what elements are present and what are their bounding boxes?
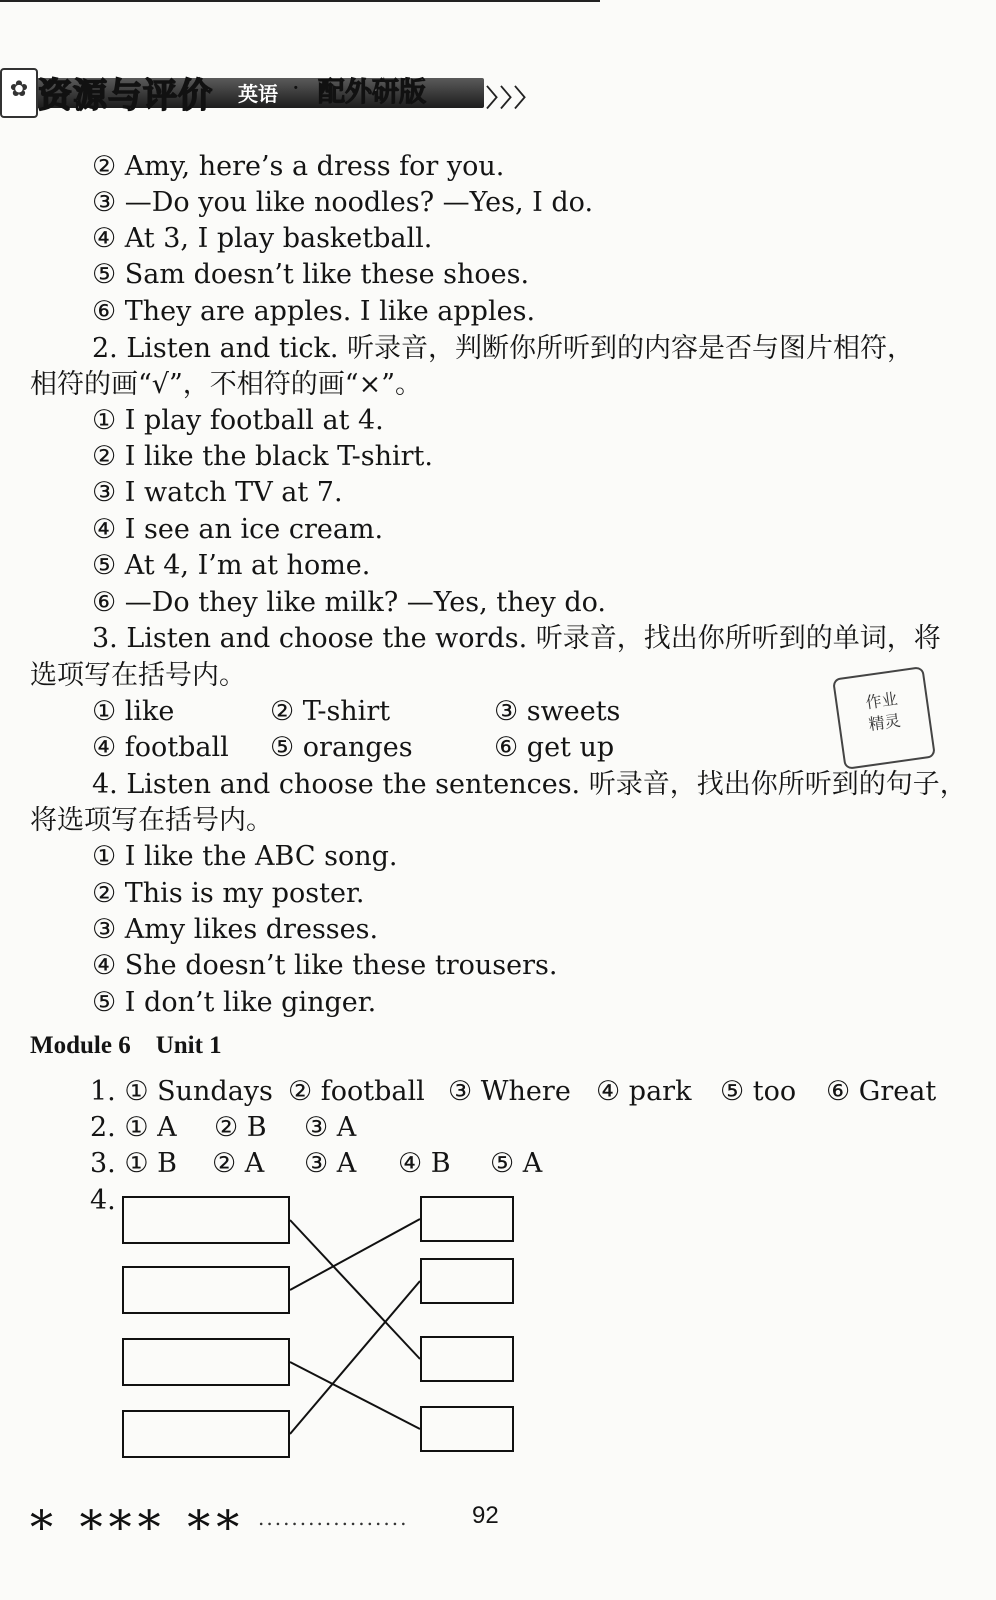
section-heading: Module 6 Unit 1 [30, 1032, 222, 1059]
page-number: 92 [472, 1502, 499, 1529]
list-item: ③ Amy likes dresses. [92, 914, 379, 945]
answer-item: 1. ① Sundays [90, 1076, 273, 1107]
subject-label: 英语 [238, 82, 278, 106]
list-item: ⑥ They are apples. I like apples. [92, 296, 536, 327]
list-item: ⑤ I don’t like ginger. [92, 987, 377, 1018]
word-option: ① like [92, 696, 175, 727]
list-item: ④ I see an ice cream. [92, 514, 384, 545]
list-item: ④ At 3, I play basketball. [92, 223, 433, 254]
logo-icon: ✿ [0, 68, 38, 118]
list-item: ① I like the ABC song. [92, 841, 398, 872]
q2-instruction-cont: 相符的画“√”，不相符的画“×”。 [30, 369, 423, 400]
word-option: ⑤ oranges [270, 732, 413, 763]
brand-title: 资源与评价 [38, 76, 213, 116]
q3-instruction-cont: 选项写在括号内。 [30, 660, 246, 691]
word-option: ⑥ get up [494, 732, 615, 763]
answer-item: 2. ① A [90, 1112, 177, 1143]
answer-item: ② football [288, 1076, 425, 1107]
list-item: ⑤ Sam doesn’t like these shoes. [92, 259, 530, 290]
answer-item: ⑥ Great [826, 1076, 937, 1107]
word-option: ③ sweets [494, 696, 621, 727]
separator-dot: · [292, 74, 300, 102]
matching-line [290, 1281, 420, 1434]
answer-item: ④ park [596, 1076, 692, 1107]
q3-instruction: 3. Listen and choose the words. 听录音，找出你所听到的单词，将 [92, 623, 941, 654]
answer-item: ③ Where [448, 1076, 571, 1107]
answer-item: ② B [214, 1112, 267, 1143]
answer-item: ② A [212, 1148, 265, 1179]
matching-line [290, 1362, 420, 1429]
matching-line [290, 1219, 420, 1290]
list-item: ① I play football at 4. [92, 405, 384, 436]
list-item: ② I like the black T-shirt. [92, 441, 433, 472]
edition-label: 配外研版 [318, 77, 426, 108]
answer-item: ③ A [304, 1112, 357, 1143]
chevrons-icon: 〉〉〉 [486, 83, 540, 112]
q4-instruction-cont: 将选项写在括号内。 [30, 805, 273, 836]
list-item: ② Amy, here’s a dress for you. [92, 151, 505, 182]
matching-line [290, 1220, 420, 1359]
watermark-stamp: 作业 精灵 [832, 666, 936, 770]
footer-stars: * *** ** [30, 1500, 246, 1554]
list-item: ④ She doesn’t like these trousers. [92, 950, 558, 981]
list-item: ⑥ —Do they like milk? —Yes, they do. [92, 587, 606, 618]
answer-item: 4. [90, 1185, 116, 1216]
list-item: ③ —Do you like noodles? —Yes, I do. [92, 187, 594, 218]
list-item: ③ I watch TV at 7. [92, 477, 343, 508]
answer-item: ③ A [304, 1148, 357, 1179]
word-option: ② T-shirt [270, 696, 391, 727]
answer-item: ⑤ too [720, 1076, 797, 1107]
word-option: ④ football [92, 732, 229, 763]
list-item: ⑤ At 4, I’m at home. [92, 550, 371, 581]
answer-item: ④ B [398, 1148, 451, 1179]
answer-item: ⑤ A [490, 1148, 543, 1179]
footer-dots: .................. [258, 1506, 409, 1530]
answer-item: 3. ① B [90, 1148, 177, 1179]
list-item: ② This is my poster. [92, 878, 365, 909]
q2-instruction: 2. Listen and tick. 听录音，判断你所听到的内容是否与图片相符， [92, 333, 915, 364]
q4-instruction: 4. Listen and choose the sentences. 听录音，找出你所听到的句子， [92, 769, 967, 800]
